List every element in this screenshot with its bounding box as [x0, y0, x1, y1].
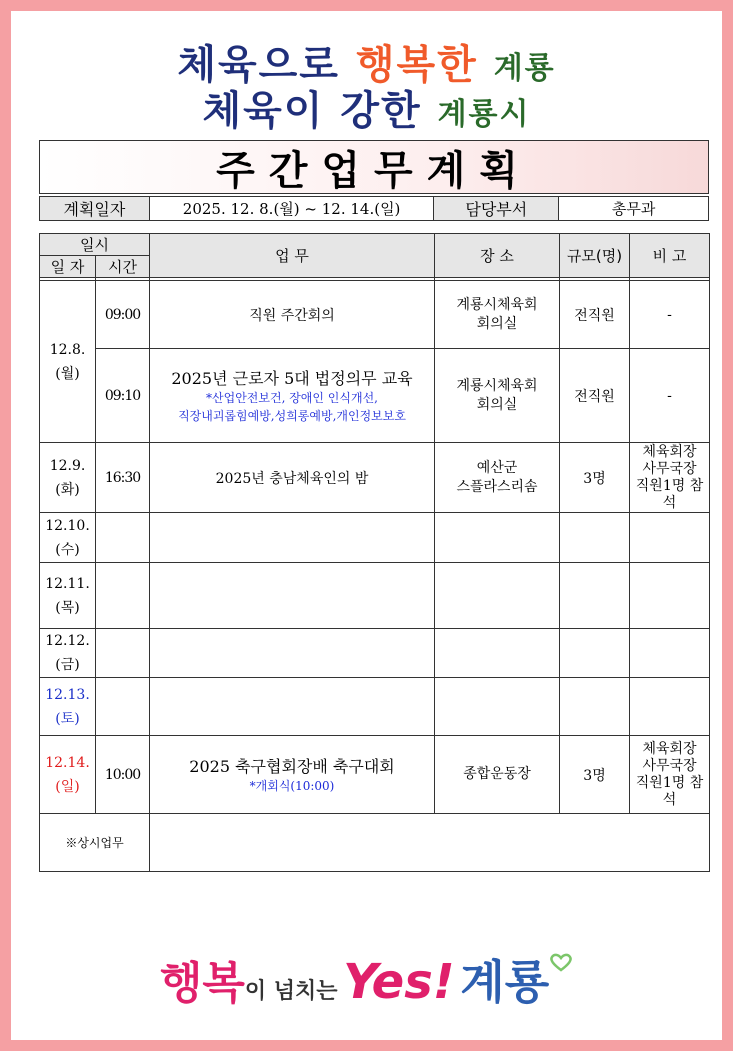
header-datetime: 일시 [40, 234, 150, 256]
scale-cell: 3명 [560, 443, 630, 513]
place-cell [435, 281, 560, 349]
footer-word: 계룡 [460, 955, 550, 1009]
plan-date-label: 계획일자 [40, 197, 150, 221]
header-note: 비 고 [630, 234, 710, 278]
dept-value: 총무과 [559, 197, 709, 221]
slogan-word: 행복한 [355, 42, 478, 88]
table-row [40, 513, 710, 563]
header-scale: 규모(명) [560, 234, 630, 278]
note-line: 직원1명 참석 [635, 477, 704, 511]
scale-cell: 3명 [560, 736, 630, 814]
time-cell: 09:10 [96, 349, 150, 443]
note-line: 사무국장 [642, 460, 697, 477]
note-cell [630, 443, 710, 513]
place-line: 계룡시체육회 [456, 377, 538, 394]
table-row [40, 563, 710, 629]
note-cell: - [630, 349, 710, 443]
table-row [40, 678, 710, 736]
note-line: 직원1명 참석 [635, 774, 704, 808]
place-line: 예산군 [476, 459, 518, 476]
note-line: 사무국장 [642, 757, 697, 774]
footer-word: 이 넘치는 [244, 979, 338, 1004]
dow-text: (화) [55, 481, 80, 498]
task-subtext: *개회식(10:00) [249, 779, 335, 793]
schedule-table [39, 233, 710, 872]
place-line: 회의실 [476, 315, 518, 332]
heart-icon [549, 952, 573, 972]
scale-cell: 전직원 [560, 349, 630, 443]
note-cell: - [630, 281, 710, 349]
place-cell [435, 443, 560, 513]
dow-text: (목) [55, 599, 80, 616]
slogan-line-2 [11, 79, 722, 136]
time-cell: 10:00 [96, 736, 150, 814]
table-row [40, 736, 710, 814]
time-cell: 09:00 [96, 281, 150, 349]
task-cell: 직원 주간회의 [150, 281, 435, 349]
date-cell [40, 563, 96, 629]
date-text: 12.10. [45, 517, 90, 534]
place-cell: 종합운동장 [435, 736, 560, 814]
regular-tasks-label: ※상시업무 [40, 814, 150, 872]
date-cell [40, 513, 96, 563]
info-table [39, 196, 709, 221]
date-cell [40, 443, 96, 513]
date-text: 12.13. [45, 686, 90, 703]
note-line: 체육회장 [642, 443, 697, 460]
dow-text: (토) [55, 710, 80, 727]
table-row [40, 814, 710, 872]
place-line: 회의실 [476, 396, 518, 413]
scale-cell: 전직원 [560, 281, 630, 349]
date-cell [40, 629, 96, 678]
title-banner [39, 140, 709, 194]
slogan-word: 체육이 [202, 88, 325, 134]
date-text: 12.14. [45, 754, 90, 771]
date-cell [40, 281, 96, 443]
place-line: 스플라스리솜 [456, 478, 538, 495]
dow-text: (금) [55, 657, 80, 673]
date-text: 12.8. [49, 341, 86, 358]
task-subtext: 직장내괴롭힘예방,성희롱예방,개인정보보호 [178, 409, 406, 423]
table-row [40, 349, 710, 443]
footer-logo [11, 946, 722, 1012]
plan-date-value: 2025. 12. 8.(월) ~ 12. 14.(일) [149, 197, 434, 221]
header-date: 일 자 [40, 256, 96, 278]
date-text: 12.12. [45, 633, 90, 649]
task-cell [150, 349, 435, 443]
slogan-word: 계룡 [493, 51, 556, 86]
note-cell [630, 736, 710, 814]
date-text: 12.11. [45, 575, 90, 592]
regular-tasks-cell [150, 814, 710, 872]
footer-word: Yes! [343, 954, 455, 1010]
header-place: 장 소 [435, 234, 560, 278]
dept-label: 담당부서 [434, 197, 559, 221]
slogan-word: 강한 [340, 88, 422, 134]
place-cell [435, 349, 560, 443]
slogan-word: 체육으로 [177, 42, 340, 88]
table-row [40, 629, 710, 678]
note-line: 체육회장 [642, 740, 697, 757]
header-time: 시간 [96, 256, 150, 278]
table-row [40, 443, 710, 513]
dow-text: (일) [55, 778, 80, 795]
header-task: 업 무 [150, 234, 435, 278]
dow-text: (월) [55, 365, 80, 382]
date-text: 12.9. [49, 457, 86, 474]
time-cell: 16:30 [96, 443, 150, 513]
task-text: 2025년 근로자 5대 법정의무 교육 [171, 369, 413, 388]
place-line: 계룡시체육회 [456, 296, 538, 313]
task-subtext: *산업안전보건, 장애인 인식개선, [206, 391, 378, 405]
footer-word: 행복 [159, 958, 245, 1009]
date-cell [40, 736, 96, 814]
task-cell [150, 736, 435, 814]
task-cell: 2025년 충남체육인의 밤 [150, 443, 435, 513]
task-text: 2025 축구협회장배 축구대회 [189, 757, 395, 776]
date-cell [40, 678, 96, 736]
table-row [40, 281, 710, 349]
slogan-word: 계룡시 [437, 97, 531, 132]
dow-text: (수) [55, 541, 80, 558]
page-title: 주간업무계획 [216, 147, 532, 194]
